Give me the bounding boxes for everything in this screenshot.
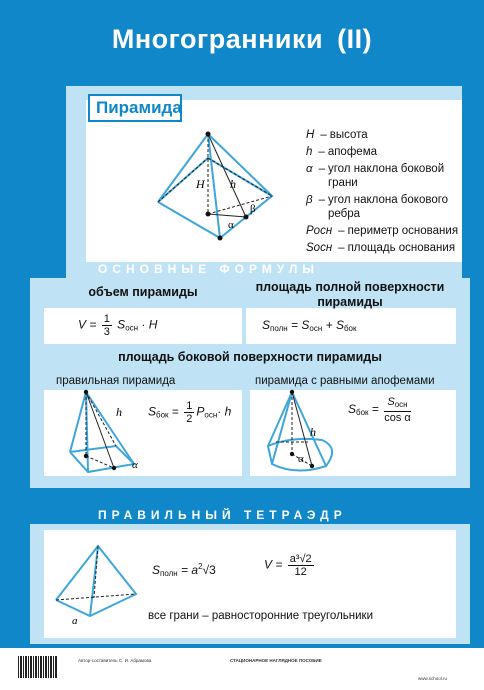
page-title [0,24,484,55]
footer-author: Автор-составитель С. И. Абрамова [78,658,152,663]
legend-item: h – апофема [306,146,377,158]
label-beta: β [250,203,256,215]
title-main: Многогранники [111,24,324,54]
barcode [18,656,58,678]
apothem-formula: $S_{бок}$ = $\frac{S_{осн}}{\text{cos α}}$ [348,396,411,424]
legend-item: Pосн – периметр основания [306,225,459,237]
label-alpha: α [298,453,304,465]
regular-formula: $S_{бок}$ = $\frac{1}{2}$ $P_{осн}\cdot h$ [148,400,232,425]
band-tetra: ПРАВИЛЬНЫЙ ТЕТРАЭДР [98,508,347,522]
pyramid-figure [150,128,290,248]
label-h: h [310,425,316,439]
label-h: h [230,177,236,191]
volume-heading: объем пирамиды [88,285,198,299]
footer [0,648,484,690]
full-surface-heading: площадь полной поверхности пирамиды [255,280,445,309]
footer-site: www.school.ru [418,676,448,681]
volume-formula: V = $\frac{1}{3}$ $S_{осн} \cdot H$ [78,313,158,338]
tetrahedron-figure [50,538,140,630]
band-formulas: ОСНОВНЫЕ ФОРМУЛЫ [98,262,320,276]
apothem-pyramid-figure [262,386,352,476]
apothem-heading: пирамида с равными апофемами [255,375,435,387]
label-h: h [116,405,122,419]
legend-item: Sосн – площадь основания [306,242,456,254]
lateral-heading: площадь боковой поверхности пирамиды [118,350,382,364]
regular-pyramid-figure [60,386,150,476]
label-alpha: α [132,459,138,471]
footer-center: СТАЦИОНАРНОЕ НАГЛЯДНОЕ ПОСОБИЕ [230,658,322,663]
label-alpha: α [228,219,234,231]
legend-item: H – высота [306,129,368,141]
legend-item: α – угол наклона боковой грани [306,163,445,189]
legend [306,128,458,258]
legend-item: β – угол наклона бокового ребра [306,194,449,220]
title-roman: (II) [337,24,373,54]
tetra-surface-formula: $S_{полн} = a^2√3$ [152,562,216,578]
tetra-faces-text: все грани – равносторонние треугольники [148,610,374,622]
full-surface-formula: $S_{полн} = S_{осн} + S_{бок}$ [262,318,357,333]
label-H: H [196,177,205,191]
section-pyramid: Пирамида [88,94,182,122]
regular-heading: правильная пирамида [56,375,176,387]
label-a: a [72,615,78,627]
tetra-volume-formula: V = $\frac{\text{a³√2}}{12}$ [264,553,312,578]
